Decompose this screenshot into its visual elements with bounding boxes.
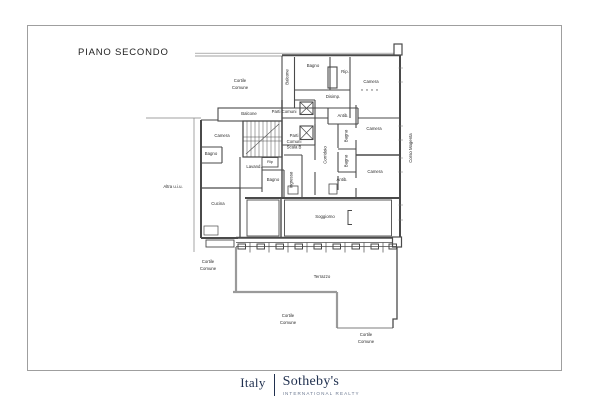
interior-walls — [201, 56, 400, 247]
elevator-2 — [300, 126, 313, 140]
room-label-cortile-comune-bottom-2: Cortile Comune — [357, 332, 375, 344]
room-label-cortile-comune-top: Cortile Comune — [231, 78, 249, 90]
boundary-lines — [146, 53, 400, 252]
room-label-camera-bottom-right: Camera — [367, 169, 383, 174]
room-label-terrazzo: Terrazzo — [313, 274, 331, 279]
room-label-balcone-horizontal: Balcone — [241, 111, 257, 116]
brand-footer — [0, 374, 600, 396]
staircase — [243, 121, 282, 157]
room-label-ingresso: Ingresso — [288, 171, 294, 189]
room-label-bagno-3: Bagno — [266, 177, 280, 182]
room-label-cortile-comune-left: Cortile Comune — [199, 259, 217, 271]
room-label-lavand: Lavand. — [246, 164, 262, 169]
room-label-corridoio: Corridoio — [322, 146, 328, 164]
room-label-antib-2: Antib. — [336, 177, 348, 182]
terrace-right-wall — [393, 247, 397, 328]
room-label-balcone-vertical: Balcone — [284, 69, 290, 85]
camera-dots — [361, 89, 377, 90]
room-label-rip-top: Rip. — [341, 69, 349, 74]
room-label-altra-uiu: Altra u.i.u. — [163, 184, 183, 189]
room-label-cortile-comune-bottom-1: Cortile Comune — [279, 313, 297, 325]
room-label-camera-mid-right: Camera — [366, 126, 382, 131]
room-label-camera-left: Camera — [214, 133, 230, 138]
room-label-cucina: Cucina — [211, 201, 225, 206]
brand-tagline: INTERNATIONAL REALTY — [282, 390, 360, 396]
brand-divider — [274, 374, 275, 396]
room-label-bagno-mid-1: Bagno — [343, 129, 349, 143]
room-label-camera-top-right: Camera — [363, 79, 379, 84]
room-label-bagno-top: Bagno — [306, 63, 320, 68]
room-label-parti-comuni-scala-b: Parti Comuni Scala B — [286, 133, 302, 150]
top-right-pillar — [394, 44, 402, 55]
plan-title: PIANO SECONDO — [78, 47, 169, 58]
room-label-bagno-left: Bagno — [204, 151, 218, 156]
room-label-soggiorno: Soggiorno — [315, 214, 335, 219]
room-label-parti-comuni-top: Parti Comuni — [271, 109, 297, 114]
room-label-corso-magenta: Corso Magenta — [408, 133, 413, 163]
room-label-bagno-mid-2: Bagno — [343, 154, 349, 168]
terrace-pillars — [236, 243, 397, 253]
room-label-rip-small: Rip — [267, 159, 273, 164]
room-label-antib-1: Antib. — [337, 113, 349, 118]
brand-name: Sotheby's — [282, 374, 340, 389]
brand-country: Italy — [240, 374, 266, 390]
room-label-disimp: Disimp. — [325, 94, 341, 99]
